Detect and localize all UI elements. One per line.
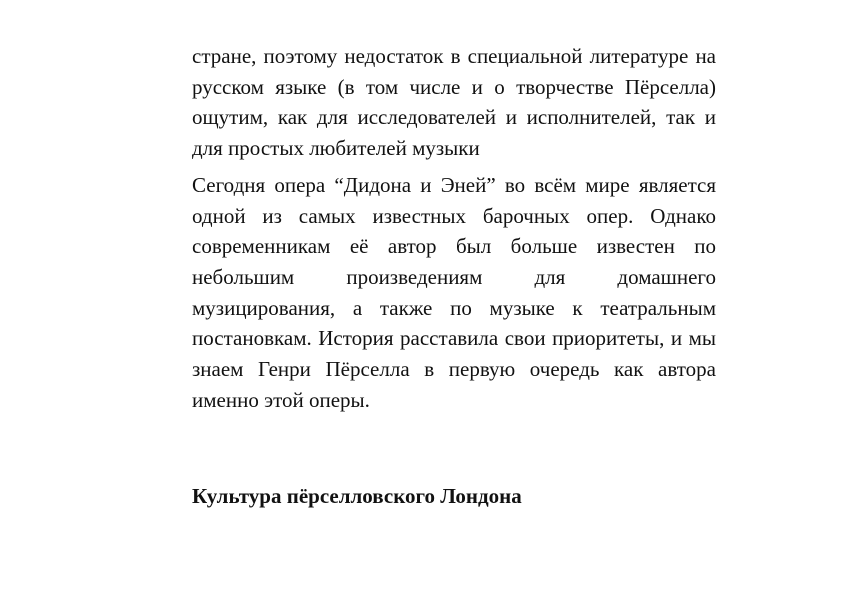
paragraph-continuation: стране, поэтому недостаток в специальной литературе на русском языке (в том числе и о творчестве Пёрселла) ощутим, как для исследователей и исполнителей, так и для простых любителей музыки bbox=[192, 44, 716, 161]
paragraph-dido-and-aeneas: Сегодня опера “Дидона и Эней” во всём мире является одной из самых известных барочных опер. Однако современникам её автор был больше известен по небольшим произведениям для домашнего музицирования, а также по музыке к театральным постановкам. История расставила свои приоритеты, и мы знаем Генри Пёрселла в первую очередь как автора именно этой оперы. bbox=[192, 172, 716, 412]
section-heading: Культура пёрселловского Лондона bbox=[192, 484, 522, 508]
body-text bbox=[192, 41, 716, 415]
